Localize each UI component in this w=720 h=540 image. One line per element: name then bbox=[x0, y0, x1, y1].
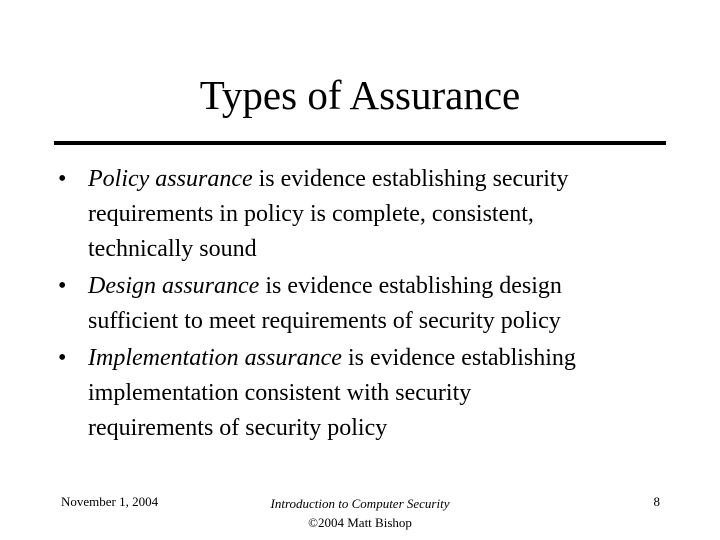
bullet-icon: • bbox=[58, 273, 67, 299]
slide-title: Types of Assurance bbox=[199, 72, 521, 118]
footer-course-title: Introduction to Computer Security bbox=[270, 496, 450, 511]
footer-date: November 1, 2004 bbox=[61, 494, 159, 509]
bullet-item-implementation-assurance bbox=[0, 341, 720, 446]
bullet-term: Design assurance bbox=[88, 273, 260, 299]
bullet-line: requirements of security policy bbox=[88, 415, 388, 441]
bullet-text: is evidence establishing security bbox=[252, 166, 569, 192]
bullet-line: implementation consistent with security bbox=[88, 380, 472, 406]
bullet-line: sufficient to meet requirements of security policy bbox=[88, 308, 561, 334]
bullet-text: is evidence establishing design bbox=[259, 273, 562, 299]
bullet-term: Implementation assurance bbox=[88, 345, 342, 371]
bullet-term: Policy assurance bbox=[88, 166, 253, 192]
bullet-line bbox=[88, 269, 720, 304]
bullet-text: is evidence establishing bbox=[341, 345, 576, 371]
bullet-item-design-assurance bbox=[0, 269, 720, 339]
title-divider bbox=[54, 141, 666, 145]
bullet-line bbox=[88, 162, 720, 197]
bullet-icon: • bbox=[58, 345, 67, 371]
bullet-line: requirements in policy is complete, consistent, bbox=[88, 201, 534, 227]
footer-course-info bbox=[210, 494, 510, 532]
bullet-line: technically sound bbox=[88, 236, 257, 262]
bullet-line bbox=[88, 341, 720, 376]
footer-copyright: ©2004 Matt Bishop bbox=[308, 515, 412, 530]
bullet-item-policy-assurance bbox=[0, 162, 720, 267]
page-number: 8 bbox=[653, 494, 660, 509]
bullet-icon: • bbox=[58, 166, 67, 192]
bullet-list bbox=[0, 162, 720, 446]
